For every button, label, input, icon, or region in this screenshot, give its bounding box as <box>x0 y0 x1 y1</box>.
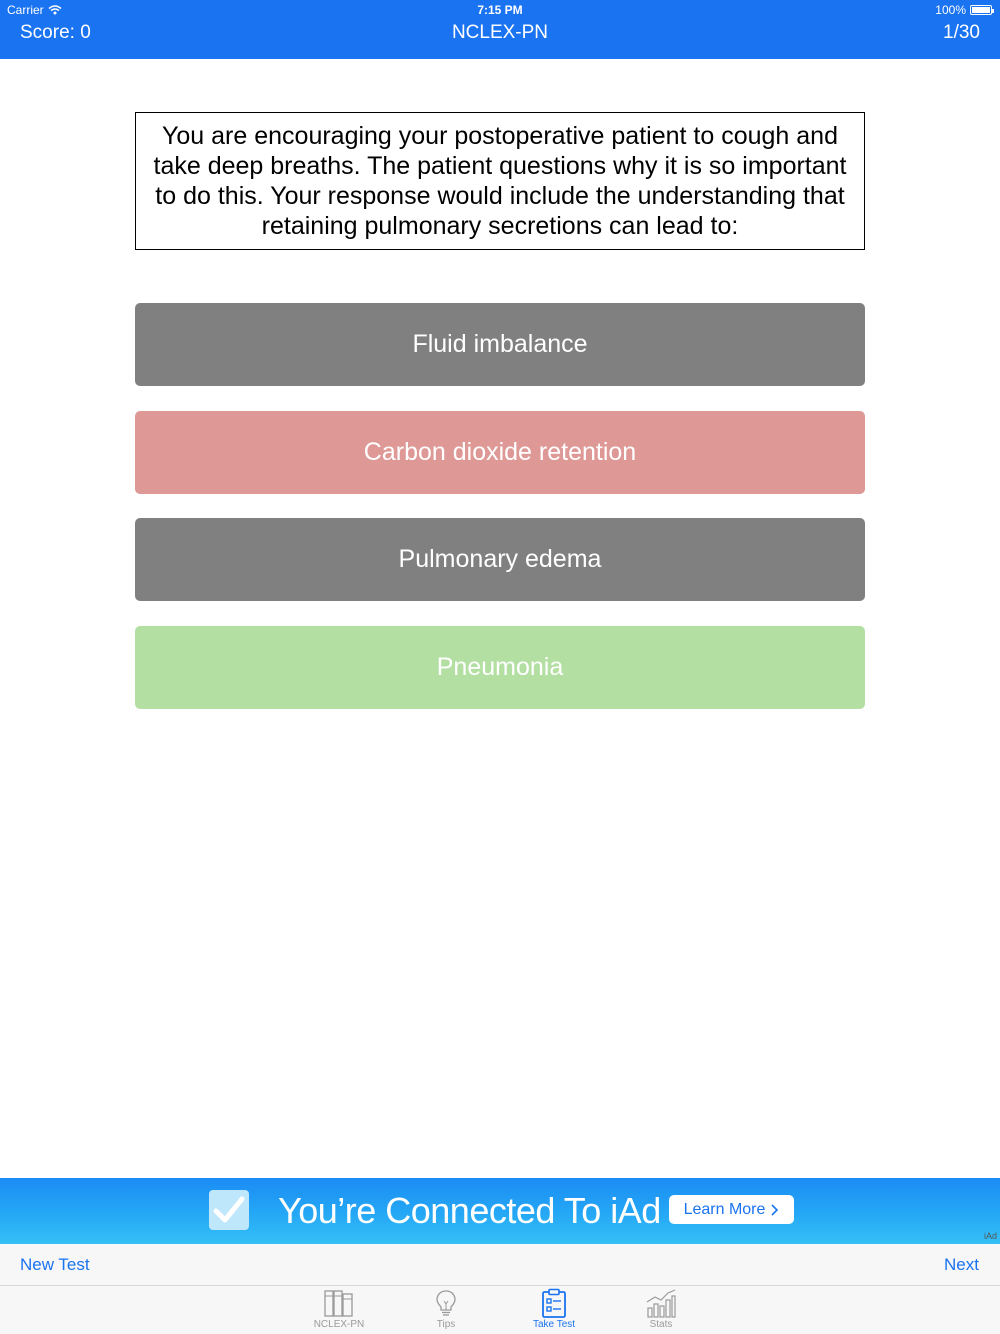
page-title: NCLEX-PN <box>451 22 549 43</box>
next-button[interactable]: Next <box>944 1255 979 1274</box>
status-time: 7:15 PM <box>477 3 523 17</box>
tab-tips[interactable] <box>406 1286 486 1334</box>
tab-take-test[interactable] <box>514 1286 594 1334</box>
carrier-label: Carrier <box>7 3 44 17</box>
question-progress: 1/30 <box>943 22 980 43</box>
ad-banner[interactable] <box>0 1178 1000 1244</box>
score-label: Score: 0 <box>20 22 91 43</box>
learn-more-label: Learn More <box>683 1200 766 1218</box>
battery-percent: 100% <box>935 3 966 17</box>
battery-icon <box>970 5 992 15</box>
books-icon <box>323 1288 355 1318</box>
question-box <box>135 112 865 250</box>
learn-more-button[interactable] <box>669 1195 794 1224</box>
checkmark-icon <box>209 1190 249 1230</box>
navigation-bar <box>0 0 1000 59</box>
answer-button-2[interactable]: Carbon dioxide retention <box>135 411 865 494</box>
new-test-button[interactable]: New Test <box>20 1255 90 1274</box>
iad-badge: iAd <box>983 1231 997 1241</box>
answer-button-4[interactable]: Pneumonia <box>135 626 865 709</box>
chevron-right-icon <box>771 1204 779 1216</box>
answer-button-1[interactable]: Fluid imbalance <box>135 303 865 386</box>
clipboard-icon <box>538 1288 570 1318</box>
tab-label: Tips <box>436 1319 456 1330</box>
answer-button-3[interactable]: Pulmonary edema <box>135 518 865 601</box>
tab-label: NCLEX-PN <box>313 1319 365 1330</box>
status-battery <box>935 3 992 17</box>
ad-text: You’re Connected To iAd <box>278 1190 661 1231</box>
tab-stats[interactable] <box>621 1286 701 1334</box>
tab-label: Take Test <box>532 1319 576 1330</box>
tab-bar <box>0 1286 1000 1334</box>
bottom-toolbar <box>0 1244 1000 1286</box>
bar-chart-icon <box>645 1288 677 1318</box>
tab-label: Stats <box>649 1319 673 1330</box>
lightbulb-icon <box>430 1288 462 1318</box>
tab-nclex-pn[interactable] <box>299 1286 379 1334</box>
question-text: You are encouraging your postoperative patient to cough and take deep breaths. The patient questions why it is so important to do this. Your response would include the understanding that retaining pulmonary secretions can lead to: <box>153 122 847 240</box>
